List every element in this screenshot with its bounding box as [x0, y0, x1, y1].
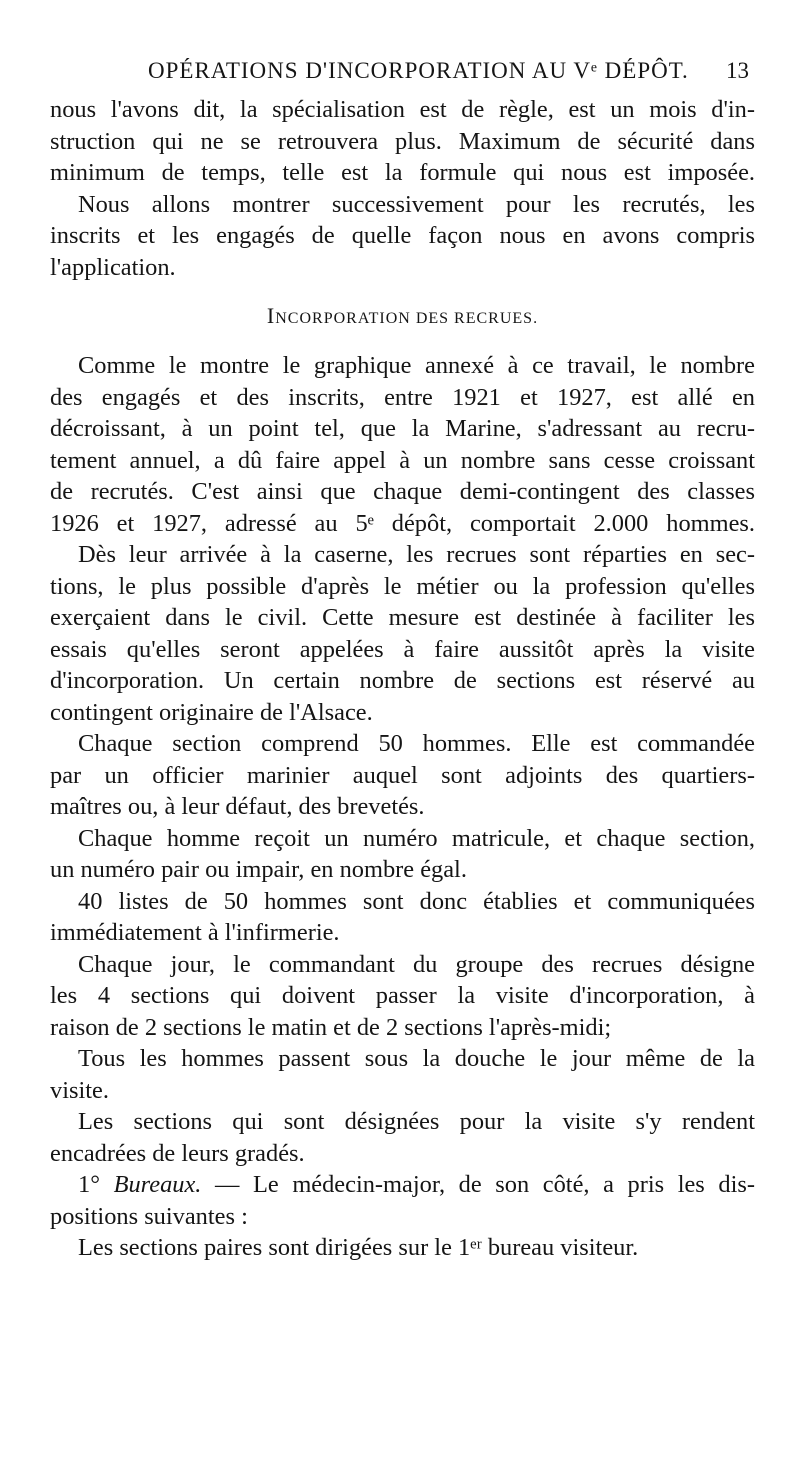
- section-heading-rest: NCORPORATION DES RECRUES.: [275, 310, 539, 327]
- text-line: immédiatement à l'infirmerie.: [50, 919, 340, 946]
- bureaux-number: 1°: [78, 1171, 100, 1198]
- text-line: Les sections qui sont désignées pour la visite s'y rendent: [78, 1108, 755, 1135]
- text-line: les 4 sections qui doivent passer la visite d'incorporation, à: [50, 982, 755, 1009]
- text-line: struction qui ne se retrouvera plus. Maximum de sécurité dans: [50, 127, 755, 155]
- text-line: Comme le montre le graphique annexé à ce travail, le nombre: [78, 352, 755, 379]
- text-line: Dès leur arrivée à la caserne, les recrues sont réparties en sec-: [78, 541, 755, 568]
- text-line: 40 listes de 50 hommes sont donc établies et communiquées: [78, 887, 755, 915]
- text-line: Chaque jour, le commandant du groupe des recrues désigne: [78, 950, 755, 978]
- page-number: 13: [726, 58, 749, 83]
- body-text: [50, 94, 755, 1264]
- text-line: nous l'avons dit, la spécialisation est de règle, est un mois d'in-: [50, 96, 755, 123]
- text-line: d'incorporation. Un certain nombre de sections est réservé au: [50, 667, 755, 694]
- running-header: OPÉRATIONS D'INCORPORATION AU Vᵉ DÉPÔT.: [148, 58, 689, 83]
- text-line: Chaque section comprend 50 hommes. Elle est commandée: [78, 730, 755, 757]
- text-line: tions, le plus possible d'après le métier ou la profession qu'elles: [50, 572, 755, 600]
- text-line: l'application.: [50, 253, 176, 281]
- text-line: Les sections paires sont dirigées sur le 1ᵉʳ bureau visiteur.: [78, 1234, 639, 1261]
- text-line: décroissant, à un point tel, que la Marine, s'adressant au recru-: [50, 415, 755, 442]
- bureaux-label: Bureaux.: [113, 1171, 202, 1198]
- text-line: par un officier marinier auquel sont adjoints des quartiers-: [50, 761, 755, 789]
- section-heading-initial: I: [266, 303, 276, 328]
- section-heading: [50, 305, 755, 330]
- text-line: exerçaient dans le civil. Cette mesure est destinée à faciliter les: [50, 604, 755, 631]
- text-line: essais qu'elles seront appelées à faire aussitôt après la visite: [50, 635, 755, 663]
- text-line: minimum de temps, telle est la formule qui nous est imposée.: [50, 159, 755, 186]
- text-line: des engagés et des inscrits, entre 1921 et 1927, est allé en: [50, 383, 755, 411]
- text-line: contingent originaire de l'Alsace.: [50, 698, 373, 726]
- text-line: de recrutés. C'est ainsi que chaque demi-contingent des classes: [50, 478, 755, 505]
- text-line: Nous allons montrer successivement pour les recrutés, les: [78, 190, 755, 218]
- text-line: Tous les hommes passent sous la douche le jour même de la: [78, 1045, 755, 1072]
- text-line: visite.: [50, 1076, 109, 1104]
- text-line: 1926 et 1927, adressé au 5ᵉ dépôt, comportait 2.000 hommes.: [50, 509, 755, 537]
- bureaux-text: — Le médecin-major, de son côté, a pris les dis-: [215, 1171, 755, 1198]
- text-line: maîtres ou, à leur défaut, des brevetés.: [50, 793, 425, 820]
- text-line: raison de 2 sections le matin et de 2 sections l'après-midi;: [50, 1013, 612, 1041]
- text-line: encadrées de leurs gradés.: [50, 1139, 305, 1167]
- text-line: inscrits et les engagés de quelle façon nous en avons compris: [50, 222, 755, 249]
- text-line: un numéro pair ou impair, en nombre égal.: [50, 856, 467, 883]
- bureaux-line: [50, 1169, 755, 1201]
- text-line: Chaque homme reçoit un numéro matricule, et chaque section,: [78, 824, 755, 852]
- text-line: positions suivantes :: [50, 1202, 248, 1230]
- text-line: tement annuel, a dû faire appel à un nombre sans cesse croissant: [50, 446, 755, 474]
